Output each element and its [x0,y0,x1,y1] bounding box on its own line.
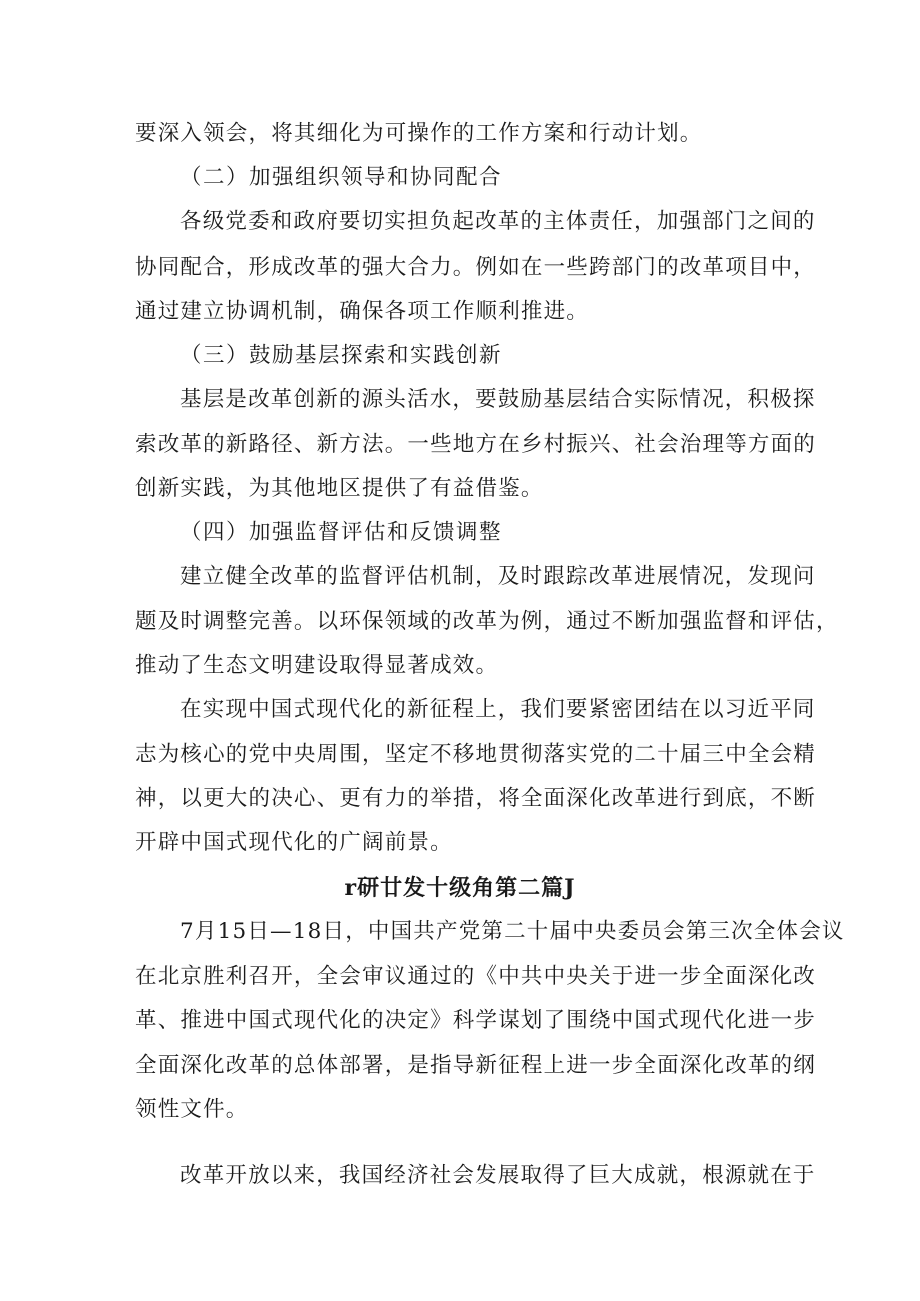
paragraph-line: 题及时调整完善。以环保领域的改革为例，通过不断加强监督和评估， [135,609,839,634]
paragraph-line: 改革开放以来，我国经济社会发展取得了巨大成就，根源就在于 [180,1163,816,1188]
paragraph-line: 通过建立协调机制，确保各项工作顺利推进。 [135,299,590,324]
paragraph-line: 领性文件。 [135,1097,249,1122]
paragraph-line: 各级党委和政府要切实担负起改革的主体责任，加强部门之间的 [180,209,816,234]
paragraph-line: 创新实践，为其他地区提供了有益借鉴。 [135,476,544,501]
paragraph-line: 要深入领会，将其细化为可操作的工作方案和行动计划。 [135,121,703,146]
paragraph-line: 在北京胜利召开，全会审议通过的《中共中央关于进一步全面深化改 [135,964,817,989]
section-heading-3: （三）鼓励基层探索和实践创新 [180,343,503,368]
paragraph-line: 索改革的新路径、新方法。一些地方在乡村振兴、社会治理等方面的 [135,432,817,457]
paragraph-line: 全面深化改革的总体部署，是指导新征程上进一步全面深化改革的纲 [135,1053,817,1078]
paragraph-line: 志为核心的党中央周围，坚定不移地贯彻落实党的二十届三中全会精 [135,742,817,767]
paragraph-line: 神，以更大的决心、更有力的举措，将全面深化改革进行到底，不断 [135,786,817,811]
paragraph-line: 协同配合，形成改革的强大合力。例如在一些跨部门的改革项目中， [135,255,817,280]
paragraph-line: 在实现中国式现代化的新征程上，我们要紧密团结在以习近平同 [180,697,816,722]
section-heading-4: （四）加强监督评估和反馈调整 [180,520,503,545]
paragraph-line: 开辟中国式现代化的广阔前景。 [135,830,453,855]
paragraph-line: 革、推进中国式现代化的决定》科学谋划了围绕中国式现代化进一步 [135,1008,817,1033]
paragraph-line: 建立健全改革的监督评估机制，及时跟踪改革进展情况，发现问 [180,564,816,589]
section-heading-2: （二）加强组织领导和协同配合 [180,165,503,190]
article-title: r研廿发十级角第二篇J [344,875,576,901]
paragraph-line: 基层是改革创新的源头活水，要鼓励基层结合实际情况，积极探 [180,387,816,412]
paragraph-line: 7月15日—18日，中国共产党第二十届中央委员会第三次全体会议 [180,919,845,944]
paragraph-line: 推动了生态文明建设取得显著成效。 [135,653,499,678]
